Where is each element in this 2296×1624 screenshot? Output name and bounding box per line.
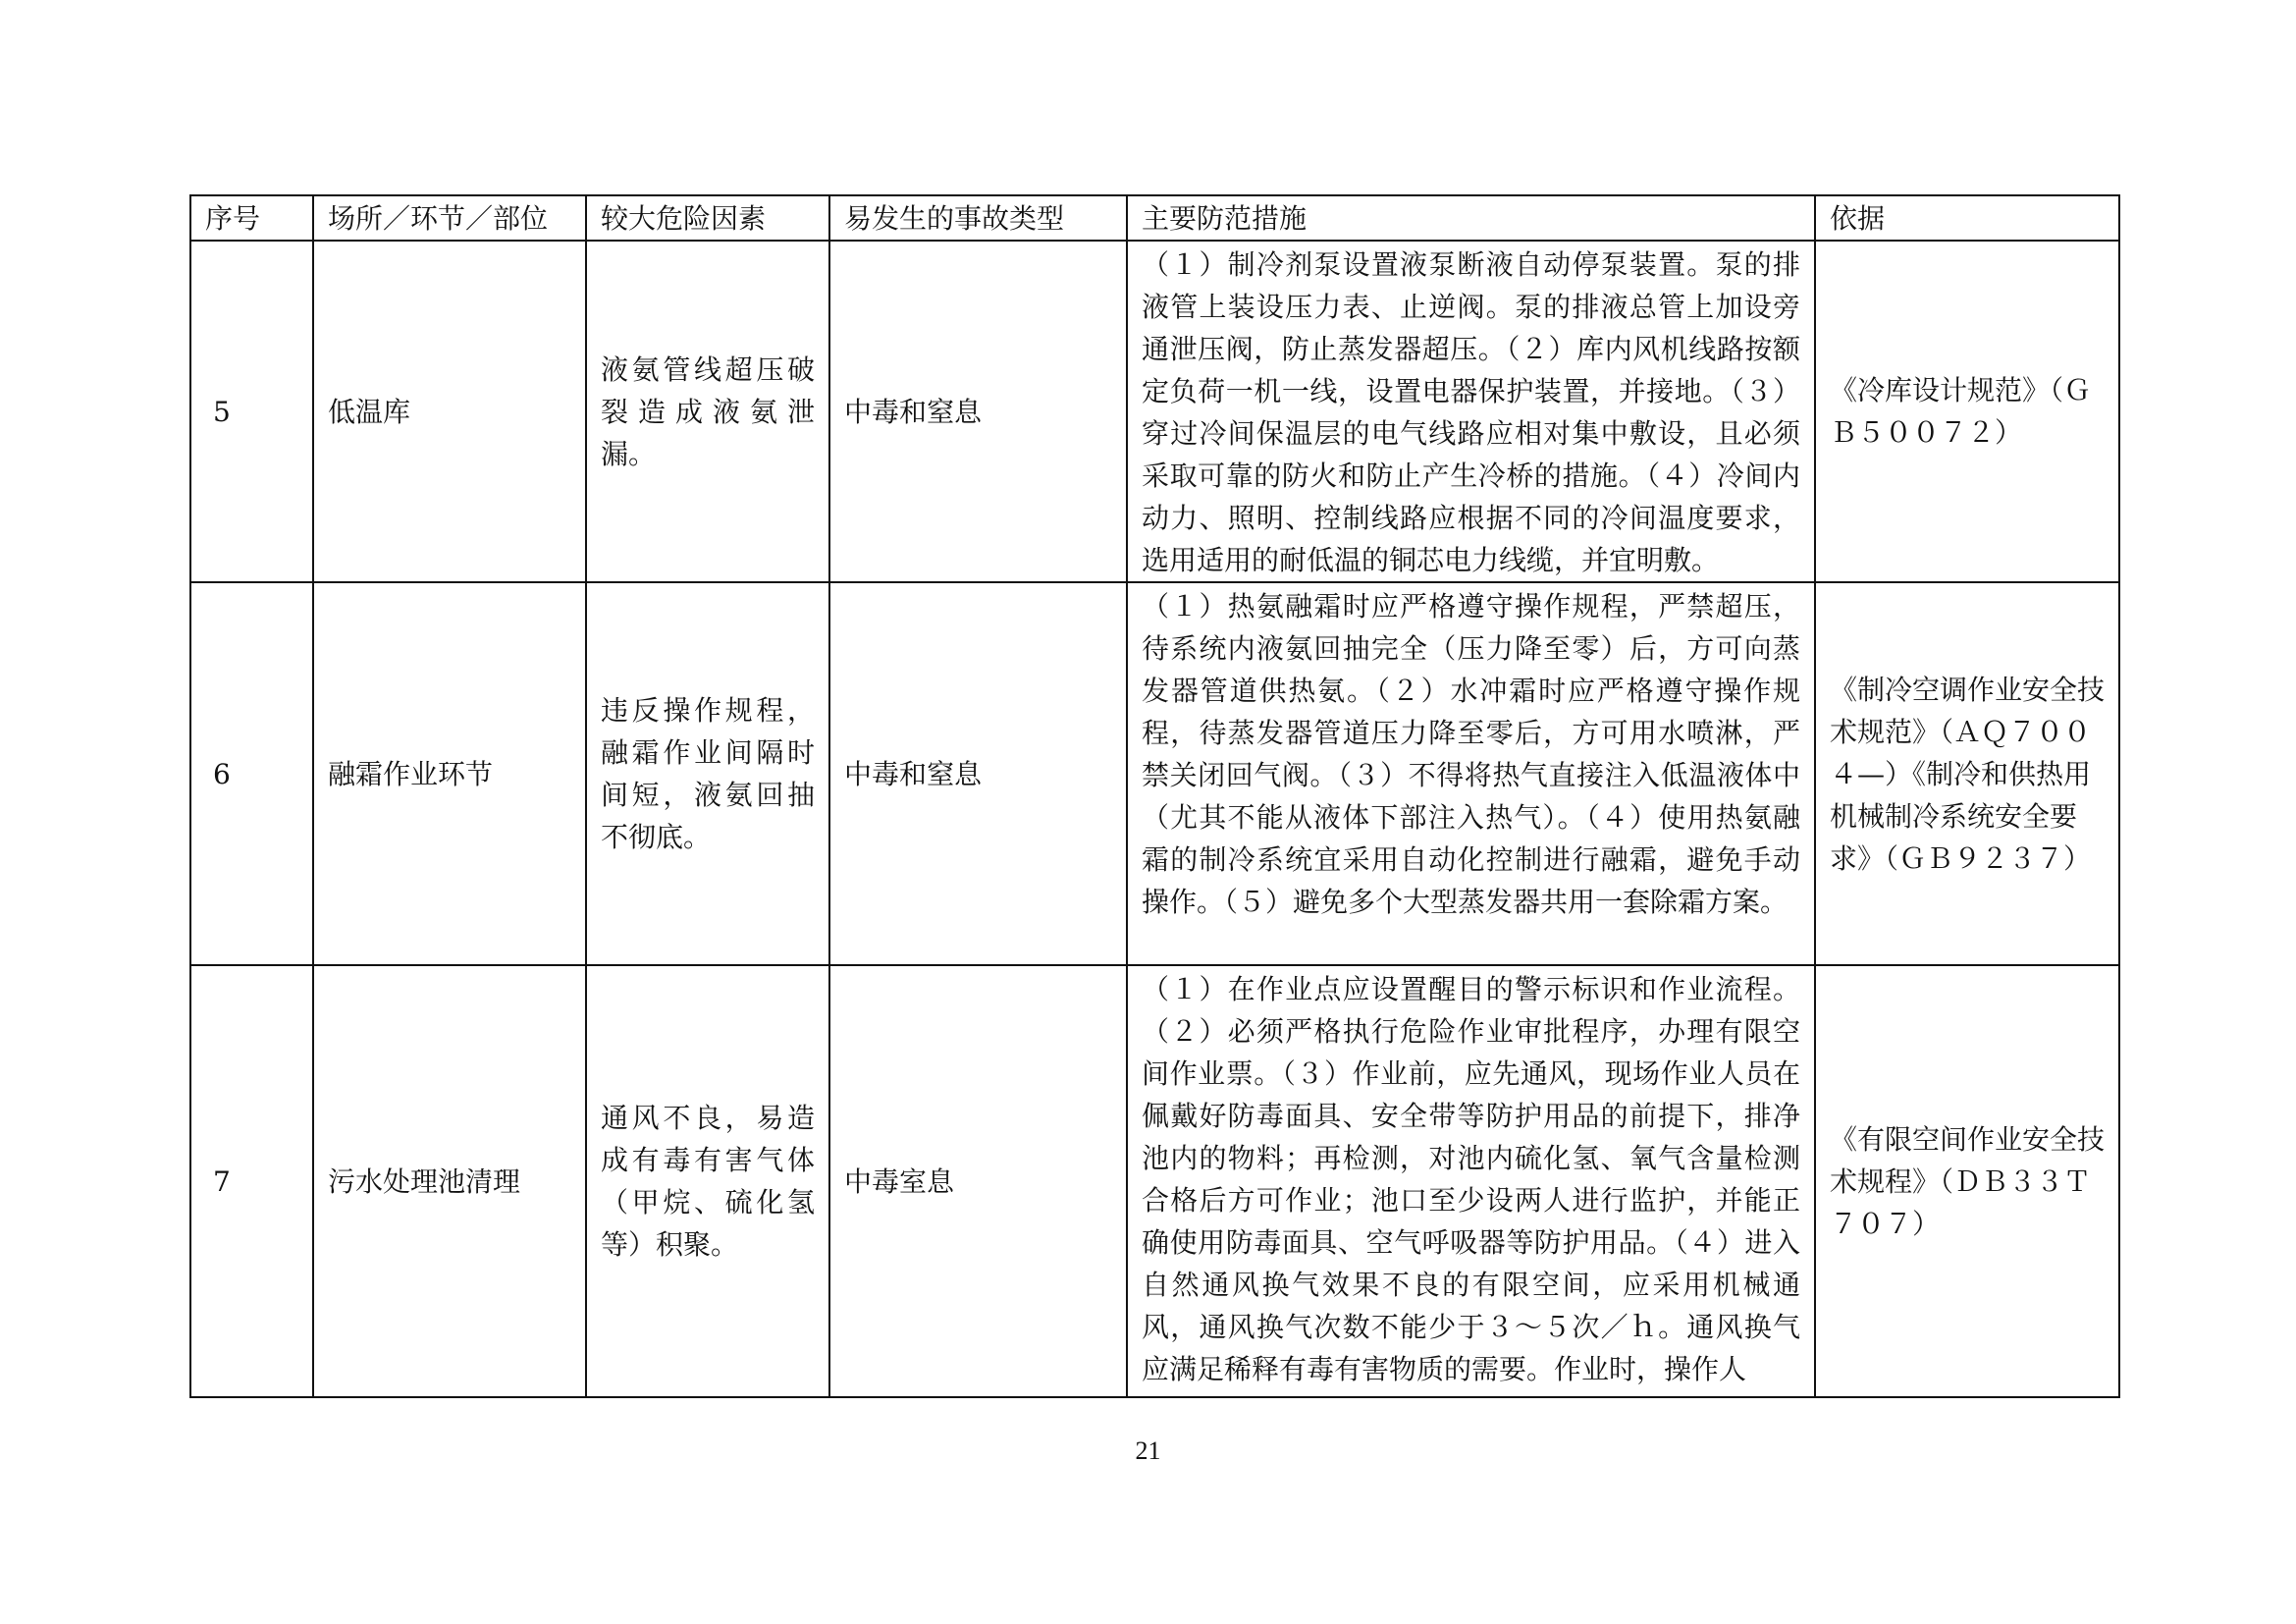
cell-seq: 5 — [190, 241, 313, 582]
cell-measures: （１）热氨融霜时应严格遵守操作规程，严禁超压，待系统内液氨回抽完全（压力降至零）后，方可向蒸发器管道供热氨。（２）水冲霜时应严格遵守操作规程，待蒸发器管道压力降至零后，方可用水喷淋，严禁关闭回气阀。（３）不得将热气直接注入低温液体中（尤其不能从液体下部注入热气）。（４）使用热氨融霜的制冷系统宜采用自动化控制进行融霜，避免手动操作。（５）避免多个大型蒸发器共用一套除霜方案。 — [1127, 582, 1815, 965]
cell-factor: 违反操作规程，融霜作业间隔时间短，液氨回抽不彻底。 — [586, 582, 829, 965]
table-row — [190, 241, 2119, 582]
table-row — [190, 582, 2119, 965]
header-seq: 序号 — [190, 195, 313, 241]
cell-measures: （１）在作业点应设置醒目的警示标识和作业流程。（２）必须严格执行危险作业审批程序，办理有限空间作业票。（３）作业前，应先通风，现场作业人员在佩戴好防毒面具、安全带等防护用品的前提下，排净池内的物料；再检测，对池内硫化氢、氧气含量检测合格后方可作业；池口至少设两人进行监护，并能正确使用防毒面具、空气呼吸器等防护用品。（４）进入自然通风换气效果不良的有限空间，应采用机械通风，通风换气次数不能少于３～５次／ｈ。通风换气应满足稀释有毒有害物质的需要。作业时，操作人 — [1127, 965, 1815, 1397]
header-measures: 主要防范措施 — [1127, 195, 1815, 241]
cell-seq: 7 — [190, 965, 313, 1397]
cell-seq: 6 — [190, 582, 313, 965]
cell-accident-type: 中毒室息 — [829, 965, 1127, 1397]
header-factor: 较大危险因素 — [586, 195, 829, 241]
cell-place: 融霜作业环节 — [313, 582, 586, 965]
cell-basis: 《制冷空调作业安全技术规范》（ＡＱ７００４—）《制冷和供热用机械制冷系统安全要求》（ＧＢ９２３７） — [1815, 582, 2119, 965]
page-number: 21 — [1135, 1436, 1161, 1465]
header-place: 场所／环节／部位 — [313, 195, 586, 241]
cell-accident-type: 中毒和窒息 — [829, 241, 1127, 582]
cell-factor: 通风不良，易造成有毒有害气体（甲烷、硫化氢等）积聚。 — [586, 965, 829, 1397]
cell-basis: 《冷库设计规范》（ＧＢ５００７２） — [1815, 241, 2119, 582]
cell-place: 低温库 — [313, 241, 586, 582]
hazard-table — [189, 194, 2120, 1398]
header-accident-type: 易发生的事故类型 — [829, 195, 1127, 241]
cell-place: 污水处理池清理 — [313, 965, 586, 1397]
cell-basis: 《有限空间作业安全技术规程》（ＤＢ３３Ｔ７０７） — [1815, 965, 2119, 1397]
cell-factor: 液氨管线超压破裂造成液氨泄漏。 — [586, 241, 829, 582]
cell-accident-type: 中毒和窒息 — [829, 582, 1127, 965]
cell-measures: （１）制冷剂泵设置液泵断液自动停泵装置。泵的排液管上装设压力表、止逆阀。泵的排液总管上加设旁通泄压阀，防止蒸发器超压。（２）库内风机线路按额定负荷一机一线，设置电器保护装置，并接地。（３）穿过冷间保温层的电气线路应相对集中敷设，且必须采取可靠的防火和防止产生冷桥的措施。（４）冷间内动力、照明、控制线路应根据不同的冷间温度要求，选用适用的耐低温的铜芯电力线缆，并宜明敷。 — [1127, 241, 1815, 582]
table-row — [190, 965, 2119, 1397]
header-basis: 依据 — [1815, 195, 2119, 241]
table-header-row — [190, 195, 2119, 241]
